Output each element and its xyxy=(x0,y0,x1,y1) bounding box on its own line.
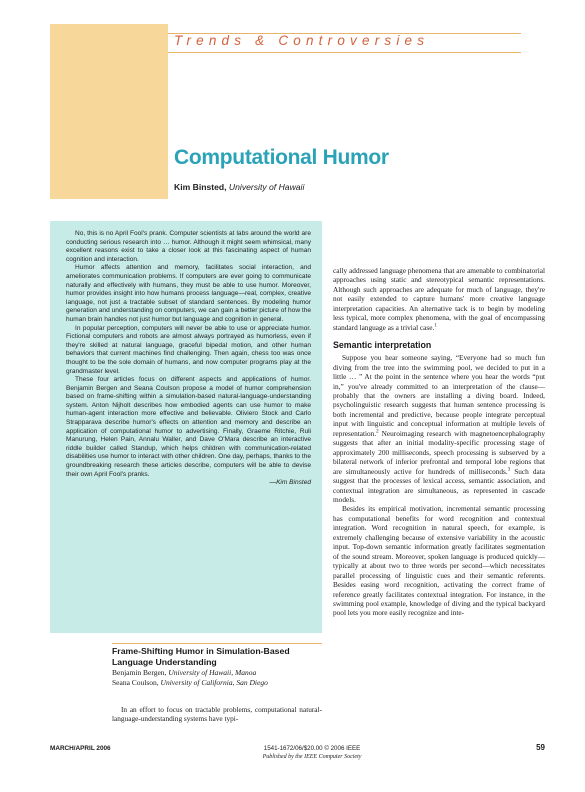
footer-center xyxy=(232,745,392,761)
footer-publisher: Published by the IEEE Computer Society xyxy=(262,754,362,760)
intro-signature: —Kim Binsted xyxy=(269,479,311,487)
author-line xyxy=(112,678,327,688)
footnote-ref: 3 xyxy=(507,467,511,473)
left-column-body xyxy=(112,705,322,724)
right-column xyxy=(333,266,545,618)
author-affiliation: University of Hawaii, Manoa xyxy=(168,668,257,677)
article-title: Computational Humor xyxy=(174,146,389,169)
footnote-ref: 2 xyxy=(376,429,379,435)
section-heading: Semantic interpretation xyxy=(333,340,432,351)
sidebar-title: Frame-Shifting Humor in Simulation-Based Language Understanding xyxy=(112,646,290,667)
footer-issue: MARCH/APRIL 2006 xyxy=(50,745,111,752)
body-paragraph: Suppose you hear someone saying, “Everyone had so much fun diving from the tree into the swimming pool, we decided to put in a little … ” At the point in the sentence where you hear the words “put in,” you've already committed to an interpretation of the clause—probably that the owners are installing a diving board. Indeed, psycholinguistic research suggests that human sentence processing is both incremental and predictive, because people integrate perceptual input with linguistic and conceptual information at multiple levels of representation.$^2$ Neuroimaging research with magnetoencephalography suggests that after an initial modality-specific processing stage of approximately 200 milliseconds, speech processing is subserved by a bilateral network of inferior prefrontal and temporal lobe regions that are simultaneously active for hundreds of milliseconds.$^3$ Such data suggest that the processes of lexical access, semantic association, and contextual integration are simultaneous, as represented in cascade models. xyxy=(333,353,545,504)
body-paragraph: cally addressed language phenomena that are amenable to combinatorial approaches using static and stereotypical semantic representations. Although such approaches are adequate for much of language, they're not easily extended to capture humans' more creative language interpretation capacities. An alternative tack is to begin by modeling less typical, more complex phenomena, with the goal of encompassing standard language as a trivial case.$^1$ xyxy=(333,266,545,332)
header-rule xyxy=(168,52,521,53)
sidebar-rule xyxy=(112,643,322,644)
body-paragraph: In an effort to focus on tractable problems, computational natural-language-understanding systems have typi- xyxy=(112,705,322,724)
byline-author: Kim Binsted, xyxy=(174,182,227,192)
sidebar-authors xyxy=(112,668,327,687)
footer-code: 1541-1672/06/$20.00 © 2006 IEEE xyxy=(263,745,361,752)
intro-paragraph: Humor affects attention and memory, facilitates social interaction, and ameliorates communication problems. If computers are ever going to communicate naturally and effectively with humans, they must be able to use humor. Moreover, humor provides insight into how humans process language—real, complex, creative language, not just a tractable subset of standard sentences. By modeling humor generation and understanding on computers, we can gain a better picture of how the human brain handles not just humor but language and cognition in general. xyxy=(66,264,311,323)
page-number: 59 xyxy=(536,743,545,752)
footnote-ref: 1 xyxy=(434,323,437,329)
intro-paragraph: These four articles focus on different aspects and applications of humor. Benjamin Bergen and Seana Coulson propose a model of humor comprehension based on frame-shifting within a simulation-based natural-language-understanding system. Anton Nijholt describes how embodied agents can use humor to make human-agent interaction more effective and believable. Oliviero Stock and Carlo Strapparava describe humor's effects on attention and memory and describe an application of computational humor to advertising. Finally, Graeme Ritchie, Ruli Manurung, Helen Pain, Annalu Waller, and Dave O'Mara describe an interactive riddle builder called Standup, which helps children with communication-related disabilities use humor to interact with other children. One day, perhaps, thanks to the groundbreaking research these articles describe, computers will be able to devise their own April Fool's pranks. xyxy=(66,376,311,478)
byline xyxy=(174,182,304,192)
intro-paragraph: No, this is no April Fool's prank. Computer scientists at labs around the world are conducting serious research into … humor. Although it might seem whimsical, many excellent reasons exist to take a closer look at this fascinating aspect of human cognition and interaction. xyxy=(66,230,311,263)
header-accent-block xyxy=(50,24,168,199)
author-name: Benjamin Bergen, xyxy=(112,668,167,677)
author-line xyxy=(112,668,327,678)
author-affiliation: University of California, San Diego xyxy=(160,677,268,687)
body-paragraph: Besides its empirical motivation, incremental semantic processing has computational benefits for word recognition and contextual integration. Word recognition in natural speech, for example, is extremely challenging because of extensive variability in the acoustic input. Top-down semantic information greatly facilitates segmentation of the sound stream. Moreover, spoken language is produced quickly—typically at about two to three words per second—which necessitates parallel processing of linguistic cues and their semantic referents. Besides easing word recognition, activating the correct frame of reference greatly facilitates contextual integration. For instance, in the swimming pool example, knowledge of diving and the typical backyard pool lets you more easily recognize and inte- xyxy=(333,504,545,618)
section-title: Trends & Controversies xyxy=(174,33,430,48)
intro-text xyxy=(66,230,311,488)
byline-affiliation: University of Hawaii xyxy=(228,182,305,192)
author-name: Seana Coulson, xyxy=(112,677,159,687)
intro-paragraph: In popular perception, computers will never be able to use or appreciate humor. Fictional computers and robots are almost always portrayed as humorless, even if they're skilled at natural language, graceful bipedal motion, and other human behaviors that current machines find challenging. Then again, chess too was once thought to be the sole domain of humans, and now computer programs play at the grandmaster level. xyxy=(66,324,311,375)
